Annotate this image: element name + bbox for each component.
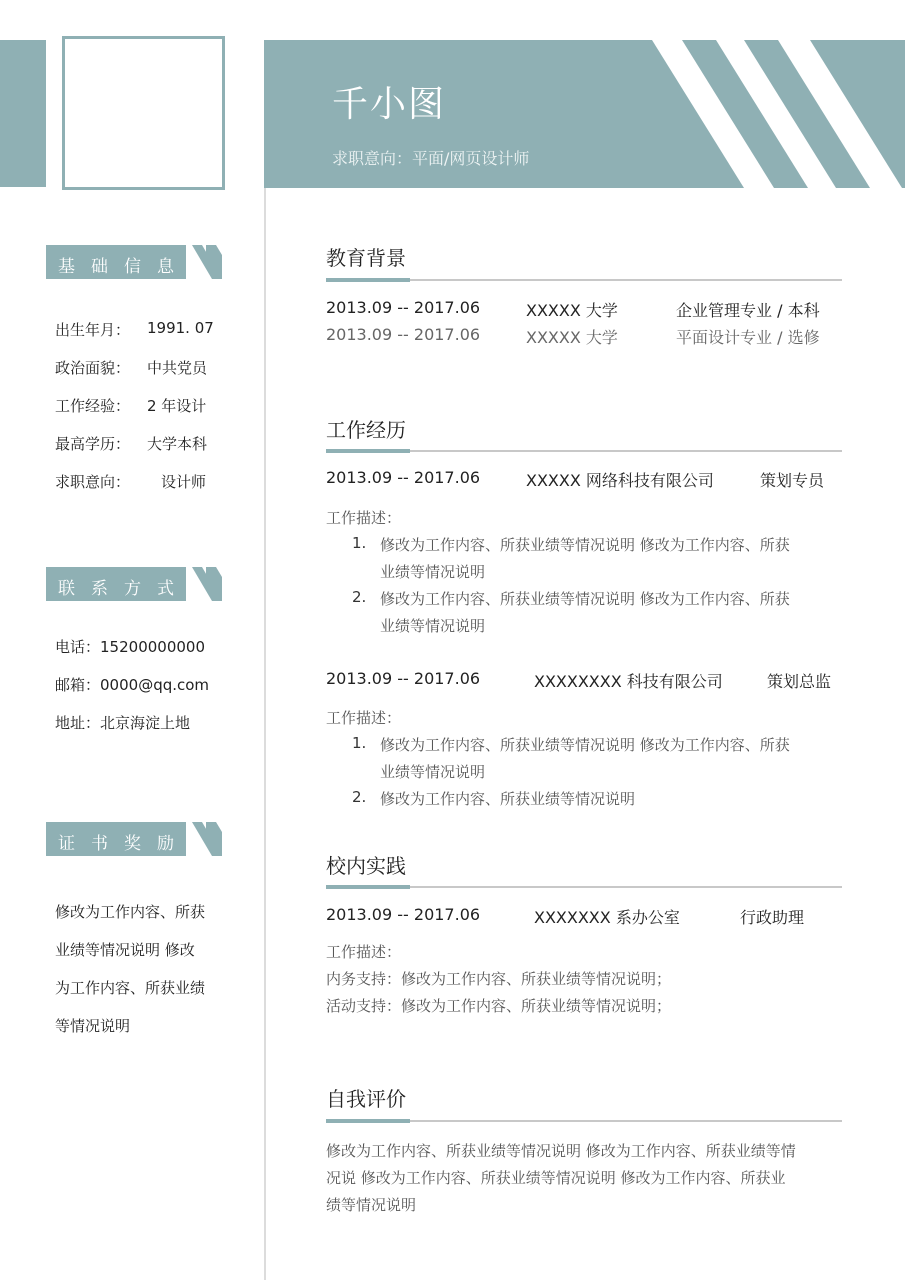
- work-period: 2013.09 -- 2017.06: [326, 468, 481, 487]
- work-company: XXXXX 网络科技有限公司: [526, 471, 714, 490]
- basic-label: 工作经验：: [55, 397, 131, 415]
- education-rule: [326, 278, 842, 282]
- basic-value: 1991. 07: [147, 319, 214, 337]
- left-header-strip: [0, 40, 46, 187]
- campus-org: XXXXXXX 系办公室: [534, 908, 680, 927]
- work-role: 策划总监: [767, 672, 832, 691]
- basic-row-politics: [55, 357, 208, 378]
- campus-period: 2013.09 -- 2017.06: [326, 905, 481, 924]
- basic-value: 设计师: [161, 473, 207, 491]
- basic-row-experience: [55, 395, 207, 416]
- campus-desc-label: 工作描述：: [326, 943, 402, 961]
- work-desc-label: 工作描述：: [326, 509, 402, 527]
- contact-row-phone: [55, 636, 205, 657]
- basic-label: 出生年月：: [55, 321, 131, 339]
- campus-desc-line: 活动支持：修改为工作内容、所获业绩等情况说明；: [326, 997, 672, 1015]
- work-title: 工作经历: [326, 418, 406, 442]
- basic-value: 2 年设计: [147, 397, 207, 415]
- contact-row-address: [55, 712, 190, 733]
- basic-label: 最高学历：: [55, 435, 131, 453]
- self-eval-line: 修改为工作内容、所获业绩等情况说明 修改为工作内容、所获业绩等情: [326, 1142, 796, 1160]
- edu-school: XXXXX 大学: [526, 328, 618, 347]
- basic-row-education: [55, 433, 208, 454]
- self-eval-line: 绩等情况说明: [326, 1196, 417, 1214]
- basic-value: 大学本科: [147, 435, 208, 453]
- basic-value: 中共党员: [147, 359, 208, 377]
- work-role: 策划专员: [760, 471, 825, 490]
- work-item-number: 2.: [352, 788, 367, 806]
- work-period: 2013.09 -- 2017.06: [326, 669, 481, 688]
- education-title: 教育背景: [326, 246, 406, 270]
- candidate-name: 千小图: [332, 84, 447, 125]
- work-item-text: 业绩等情况说明: [380, 617, 486, 635]
- edu-period: 2013.09 -- 2017.06: [326, 298, 481, 317]
- contact-label: 邮箱：: [55, 676, 101, 694]
- work-item-number: 2.: [352, 588, 367, 606]
- work-item-number: 1.: [352, 534, 367, 552]
- self-eval-rule: [326, 1119, 842, 1123]
- edu-period: 2013.09 -- 2017.06: [326, 325, 481, 344]
- self-eval-title: 自我评价: [326, 1087, 406, 1111]
- work-desc-label: 工作描述：: [326, 709, 402, 727]
- contact-tag: [46, 567, 222, 601]
- basic-info-title: 基础信息: [58, 257, 190, 277]
- campus-rule: [326, 885, 842, 889]
- self-eval-line: 况说 修改为工作内容、所获业绩等情况说明 修改为工作内容、所获业: [326, 1169, 786, 1187]
- basic-row-birth: [55, 319, 214, 340]
- awards-line: 修改为工作内容、所获: [55, 903, 206, 921]
- contact-title: 联系方式: [58, 579, 190, 599]
- edu-major: 企业管理专业 / 本科: [676, 301, 820, 320]
- edu-school: XXXXX 大学: [526, 301, 618, 320]
- campus-role: 行政助理: [740, 908, 805, 927]
- basic-label: 求职意向：: [55, 473, 131, 491]
- work-item-text: 修改为工作内容、所获业绩等情况说明: [380, 790, 636, 808]
- awards-title: 证书奖励: [58, 834, 190, 854]
- contact-label: 地址：: [55, 714, 101, 732]
- job-intent: 求职意向：平面/网页设计师: [332, 149, 530, 168]
- contact-phone: 15200000000: [100, 638, 205, 656]
- work-item-text: 业绩等情况说明: [380, 563, 486, 581]
- work-item-text: 修改为工作内容、所获业绩等情况说明 修改为工作内容、所获: [380, 536, 790, 554]
- column-divider: [264, 188, 266, 1280]
- awards-tag: [46, 822, 222, 856]
- work-company: XXXXXXXX 科技有限公司: [534, 672, 723, 691]
- work-item-text: 业绩等情况说明: [380, 763, 486, 781]
- work-item-number: 1.: [352, 734, 367, 752]
- awards-line: 等情况说明: [55, 1017, 131, 1035]
- work-rule: [326, 449, 842, 453]
- contact-row-email: [55, 674, 209, 695]
- campus-title: 校内实践: [326, 854, 406, 878]
- campus-desc-line: 内务支持：修改为工作内容、所获业绩等情况说明；: [326, 970, 672, 988]
- contact-label: 电话：: [55, 638, 101, 656]
- contact-address: 北京海淀上地: [100, 714, 191, 732]
- basic-label: 政治面貌：: [55, 359, 131, 377]
- basic-info-tag: [46, 245, 222, 279]
- photo-frame: [62, 36, 225, 190]
- basic-row-intent: [55, 471, 207, 492]
- contact-email: 0000@qq.com: [100, 676, 210, 694]
- awards-line: 为工作内容、所获业绩: [55, 979, 206, 997]
- awards-line: 业绩等情况说明 修改: [55, 941, 195, 959]
- work-item-text: 修改为工作内容、所获业绩等情况说明 修改为工作内容、所获: [380, 590, 790, 608]
- work-item-text: 修改为工作内容、所获业绩等情况说明 修改为工作内容、所获: [380, 736, 790, 754]
- edu-major: 平面设计专业 / 选修: [676, 328, 820, 347]
